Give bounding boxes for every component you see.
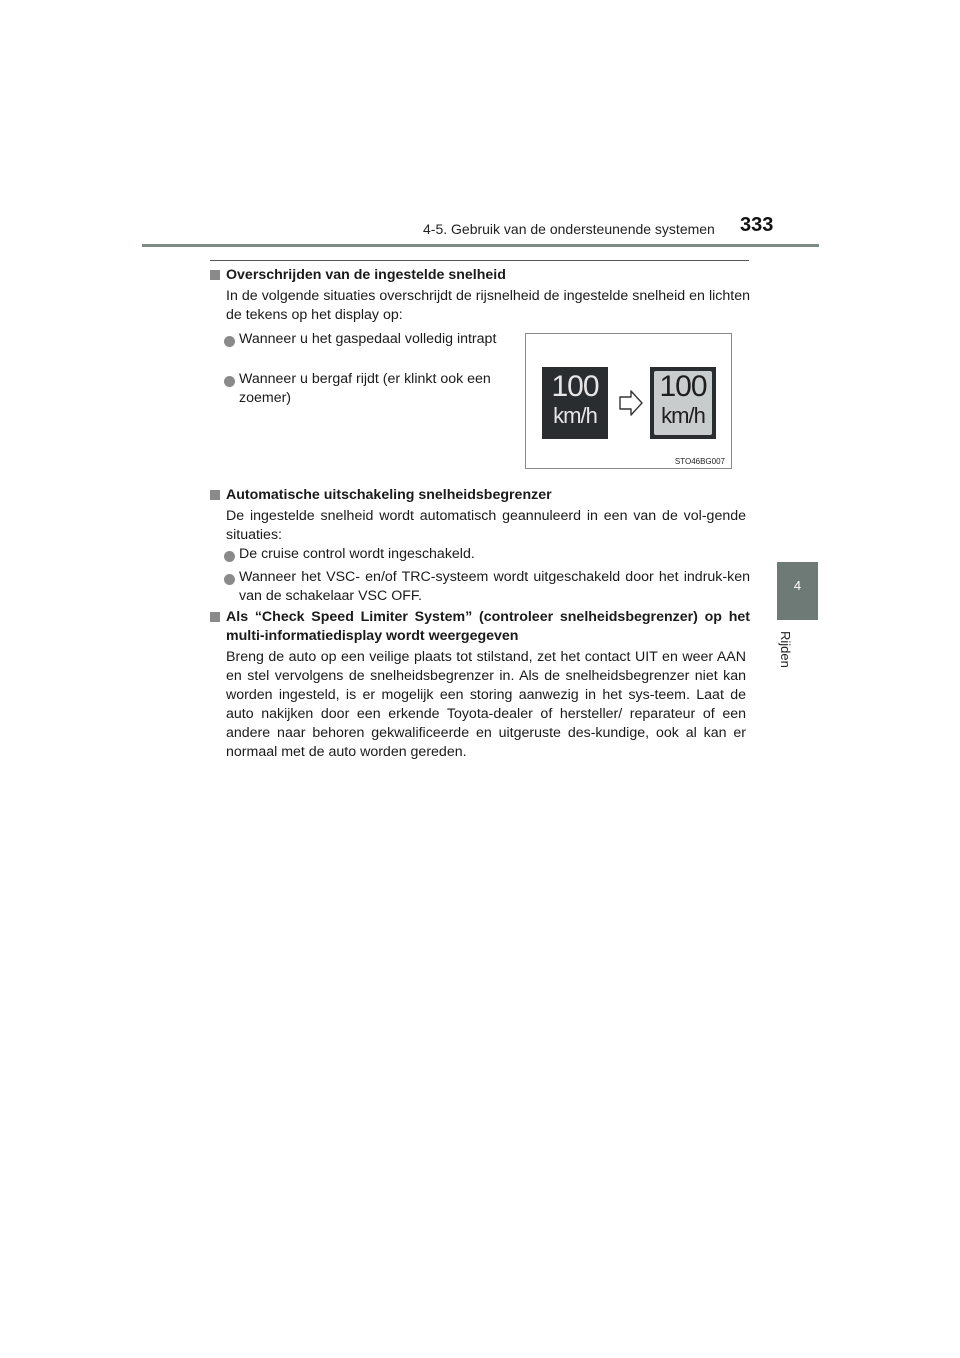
section3-heading: Als “Check Speed Limiter System” (controleer snelheidsbegrenzer) op het multi-informatiedisplay wordt weergegeven [226, 609, 750, 644]
speed-sign-exceeded [650, 367, 716, 439]
section2-heading: Automatische uitschakeling snelheidsbegrenzer [226, 487, 552, 503]
square-bullet-icon [210, 490, 220, 500]
section-rule [210, 260, 749, 261]
speed-value: 100 [551, 370, 599, 403]
section2-bullet-1: De cruise control wordt ingeschakeld. [239, 546, 475, 562]
round-bullet-icon [224, 574, 235, 585]
header-rule [142, 244, 819, 247]
section1-bullet-1: Wanneer u het gaspedaal volledig intrapt [239, 331, 497, 347]
section-title: 4-5. Gebruik van de ondersteunende systemen [423, 221, 715, 237]
arrow-right-icon [618, 388, 644, 418]
section2-body: De ingestelde snelheid wordt automatisch geannuleerd in een van de vol-gende situaties: [226, 508, 746, 543]
speed-sign-normal [542, 367, 608, 439]
round-bullet-icon [224, 376, 235, 387]
chapter-label: Rijden [778, 631, 793, 668]
round-bullet-icon [224, 551, 235, 562]
section1-heading: Overschrijden van de ingestelde snelheid [226, 267, 506, 283]
section2-bullet-2: Wanneer het VSC- en/of TRC-systeem wordt uitgeschakeld door het indruk-ken van de schakelaar VSC OFF. [239, 569, 750, 604]
round-bullet-icon [224, 336, 235, 347]
chapter-number: 4 [793, 578, 802, 593]
page-number: 333 [740, 214, 774, 236]
speed-display-figure [525, 333, 732, 469]
speed-value: 100 [659, 370, 707, 403]
section3-body: Breng de auto op een veilige plaats tot stilstand, zet het contact UIT en weer AAN en stel vervolgens de snelheidsbegrenzer in. Als de snelheidsbegrenzer niet kan worden ingesteld, is er mogelijk een storing aanwezig in het sys-teem. Laat de auto nakijken door een erkende Toyota-dealer of hersteller/ reparateur of een andere naar behoren gekwalificeerde en uitgeruste des-kundige, ook al kan er normaal met de auto worden gereden. [226, 649, 746, 760]
section1-body: In de volgende situaties overschrijdt de rijsnelheid de ingestelde snelheid en lichten de tekens op het display op: [226, 288, 750, 323]
speed-unit: km/h [553, 403, 597, 428]
section1-bullet-2: Wanneer u bergaf rijdt (er klinkt ook een zoemer) [239, 371, 491, 406]
square-bullet-icon [210, 270, 220, 280]
speed-unit: km/h [661, 403, 705, 428]
square-bullet-icon [210, 612, 220, 622]
figure-code: STO46BG007 [674, 457, 725, 466]
